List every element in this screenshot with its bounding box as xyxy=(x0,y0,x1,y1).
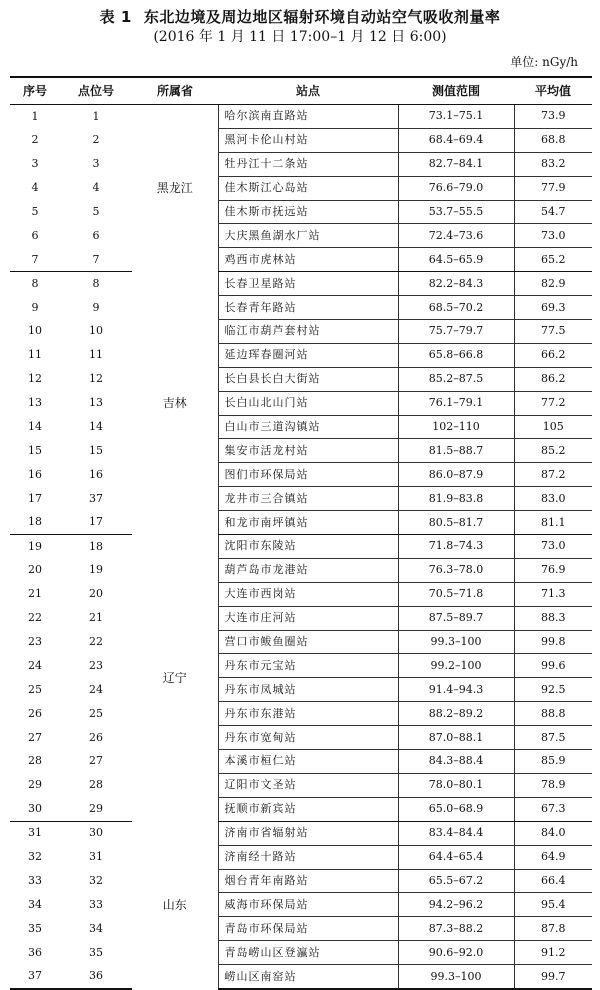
cell-point: 12 xyxy=(89,372,103,386)
cell-station: 大庆黑鱼湖水厂站 xyxy=(218,224,398,248)
cell-point: 17 xyxy=(60,511,132,535)
table-row xyxy=(10,702,592,726)
cell-avg: 85.2 xyxy=(514,439,592,463)
cell-seq: 13 xyxy=(28,396,42,410)
table-row xyxy=(10,200,592,224)
cell-station: 长春青年路站 xyxy=(218,296,398,320)
cell-avg: 69.3 xyxy=(514,296,592,320)
cell-point: 2 xyxy=(92,133,100,147)
cell-seq: 8 xyxy=(31,276,39,290)
cell-avg: 65.2 xyxy=(514,248,592,272)
cell-avg: 71.3 xyxy=(514,582,592,606)
cell-point: 32 xyxy=(89,873,103,887)
cell-range: 94.2–96.2 xyxy=(398,893,514,917)
cell-station: 营口市鲅鱼圈站 xyxy=(218,630,398,654)
cell-point: 25 xyxy=(89,706,103,720)
cell-range: 99.2–100 xyxy=(398,654,514,678)
cell-avg: 91.2 xyxy=(514,941,592,965)
cell-seq: 27 xyxy=(28,730,42,744)
cell-range: 75.7–79.7 xyxy=(398,320,514,344)
cell-point: 9 xyxy=(92,300,100,314)
cell-avg: 81.1 xyxy=(514,511,592,535)
cell-point: 14 xyxy=(89,420,103,434)
table-title xyxy=(0,8,600,26)
cell-range: 99.3–100 xyxy=(398,630,514,654)
table-row xyxy=(10,272,592,296)
cell-seq: 23 xyxy=(28,635,42,649)
cell-station: 本溪市桓仁站 xyxy=(218,750,398,774)
cell-seq: 5 xyxy=(31,205,39,218)
cell-point: 11 xyxy=(89,348,103,362)
cell-range: 86.0–87.9 xyxy=(398,463,514,487)
unit-label: 单位: nGy/h xyxy=(510,55,578,69)
cell-range: 87.5–89.7 xyxy=(398,606,514,630)
cell-station: 白山市三道沟镇站 xyxy=(218,415,398,439)
cell-station: 青岛市环保局站 xyxy=(218,917,398,941)
cell-seq: 30 xyxy=(10,797,60,821)
table-row xyxy=(10,917,592,941)
cell-seq: 35 xyxy=(28,921,42,935)
cell-province: 山东 xyxy=(162,898,187,913)
cell-seq: 31 xyxy=(28,826,42,840)
table-row xyxy=(10,105,592,129)
cell-point: 27 xyxy=(89,754,103,768)
table-number: 表 1 xyxy=(99,8,132,26)
cell-point: 23 xyxy=(89,658,103,672)
cell-range: 64.4–65.4 xyxy=(398,845,514,869)
cell-station: 丹东市宽甸站 xyxy=(218,726,398,750)
table-row xyxy=(10,128,592,152)
cell-range: 73.1–75.1 xyxy=(398,105,514,129)
cell-station: 鸡西市虎林站 xyxy=(218,248,398,272)
cell-station: 长白山北山门站 xyxy=(218,391,398,415)
table-row xyxy=(10,320,592,344)
table-row xyxy=(10,415,592,439)
cell-range: 84.3–88.4 xyxy=(398,750,514,774)
cell-range: 85.2–87.5 xyxy=(398,367,514,391)
table-row xyxy=(10,439,592,463)
cell-station: 龙井市三合镇站 xyxy=(218,487,398,511)
cell-seq: 10 xyxy=(28,324,42,338)
cell-station: 济南经十路站 xyxy=(218,845,398,869)
table-row xyxy=(10,941,592,965)
table-body xyxy=(10,105,592,989)
cell-range: 80.5–81.7 xyxy=(398,511,514,535)
cell-avg: 83.0 xyxy=(514,487,592,511)
table-row xyxy=(10,845,592,869)
cell-station: 哈尔滨南直路站 xyxy=(218,105,398,129)
cell-range: 81.5–88.7 xyxy=(398,439,514,463)
cell-seq: 16 xyxy=(28,467,42,481)
table-row xyxy=(10,869,592,893)
cell-seq: 28 xyxy=(28,754,42,768)
header-seq: 序号 xyxy=(10,77,60,105)
cell-station: 大连市西岗站 xyxy=(218,582,398,606)
cell-range: 65.0–68.9 xyxy=(398,797,514,821)
cell-avg: 99.6 xyxy=(514,654,592,678)
table-title-text: 东北边境及周边地区辐射环境自动站空气吸收剂量率 xyxy=(143,8,501,26)
cell-range: 65.5–67.2 xyxy=(398,869,514,893)
cell-range: 78.0–80.1 xyxy=(398,773,514,797)
cell-station: 黑河卡伦山村站 xyxy=(218,128,398,152)
cell-province: 黑龙江 xyxy=(156,181,193,196)
cell-point: 33 xyxy=(89,897,103,911)
table-row xyxy=(10,152,592,176)
cell-station: 集安市活龙村站 xyxy=(218,439,398,463)
cell-avg: 66.2 xyxy=(514,343,592,367)
cell-range: 91.4–94.3 xyxy=(398,678,514,702)
cell-avg: 78.9 xyxy=(514,773,592,797)
cell-seq: 20 xyxy=(28,563,42,577)
cell-point: 18 xyxy=(89,539,103,553)
cell-seq: 1 xyxy=(31,109,39,123)
cell-avg: 77.5 xyxy=(514,320,592,344)
cell-avg: 82.9 xyxy=(514,272,592,296)
cell-station: 抚顺市新宾站 xyxy=(218,797,398,821)
cell-avg: 87.2 xyxy=(514,463,592,487)
cell-range: 68.5–70.2 xyxy=(398,296,514,320)
cell-avg: 76.9 xyxy=(514,558,592,582)
cell-point: 4 xyxy=(92,181,100,195)
cell-station: 长春卫星路站 xyxy=(218,272,398,296)
table-row xyxy=(10,678,592,702)
cell-station: 葫芦岛市龙港站 xyxy=(218,558,398,582)
header-row xyxy=(10,77,592,105)
table-row xyxy=(10,558,592,582)
cell-seq: 21 xyxy=(28,587,42,601)
cell-point: 6 xyxy=(92,228,100,242)
cell-station: 图们市环保局站 xyxy=(218,463,398,487)
table-row xyxy=(10,487,592,511)
cell-station: 济南市省辐射站 xyxy=(218,821,398,845)
cell-range: 72.4–73.6 xyxy=(398,224,514,248)
cell-avg: 87.8 xyxy=(514,917,592,941)
cell-point: 34 xyxy=(89,921,103,935)
cell-avg: 64.9 xyxy=(514,845,592,869)
cell-seq: 19 xyxy=(28,539,42,553)
cell-point: 29 xyxy=(60,797,132,821)
cell-seq: 24 xyxy=(28,658,42,672)
cell-avg: 99.8 xyxy=(514,630,592,654)
cell-point: 28 xyxy=(89,778,103,792)
cell-seq: 14 xyxy=(28,420,42,434)
cell-range: 81.9–83.8 xyxy=(398,487,514,511)
cell-avg: 99.7 xyxy=(514,965,592,989)
cell-station: 崂山区南窑站 xyxy=(218,965,398,989)
cell-seq: 3 xyxy=(31,157,39,171)
table-row xyxy=(10,726,592,750)
cell-seq: 29 xyxy=(28,778,42,792)
table-row xyxy=(10,654,592,678)
cell-range: 87.3–88.2 xyxy=(398,917,514,941)
cell-seq: 17 xyxy=(28,491,42,505)
cell-range: 71.8–74.3 xyxy=(398,535,514,559)
table-row xyxy=(10,296,592,320)
cell-avg: 54.7 xyxy=(514,200,592,224)
cell-avg: 83.2 xyxy=(514,152,592,176)
table-row xyxy=(10,797,592,821)
cell-range: 76.6–79.0 xyxy=(398,176,514,200)
table-row xyxy=(10,773,592,797)
cell-station: 青岛崂山区登瀛站 xyxy=(218,941,398,965)
cell-avg: 88.8 xyxy=(514,702,592,726)
cell-seq: 7 xyxy=(10,248,60,272)
cell-range: 65.8–66.8 xyxy=(398,343,514,367)
cell-range: 53.7–55.5 xyxy=(398,200,514,224)
table-row xyxy=(10,511,592,535)
cell-point: 20 xyxy=(89,587,103,601)
cell-point: 36 xyxy=(60,965,132,989)
cell-seq: 4 xyxy=(31,181,39,195)
header-avg: 平均值 xyxy=(514,77,592,105)
cell-avg: 66.4 xyxy=(514,869,592,893)
cell-point: 30 xyxy=(89,826,103,840)
cell-point: 5 xyxy=(92,205,100,218)
table-row xyxy=(10,630,592,654)
cell-avg: 73.9 xyxy=(514,105,592,129)
cell-station: 和龙市南坪镇站 xyxy=(218,511,398,535)
cell-province: 辽宁 xyxy=(162,670,187,685)
cell-seq: 15 xyxy=(28,443,42,457)
cell-seq: 26 xyxy=(28,706,42,720)
cell-seq: 36 xyxy=(28,945,42,959)
cell-range: 102–110 xyxy=(398,415,514,439)
table-row xyxy=(10,224,592,248)
cell-point: 24 xyxy=(89,682,103,696)
cell-point: 13 xyxy=(89,396,103,410)
cell-range: 70.5–71.8 xyxy=(398,582,514,606)
cell-point: 26 xyxy=(89,730,103,744)
header-station: 站点 xyxy=(218,77,398,105)
cell-avg: 95.4 xyxy=(514,893,592,917)
cell-station: 牡丹江十二条站 xyxy=(218,152,398,176)
cell-seq: 25 xyxy=(28,682,42,696)
table-row xyxy=(10,582,592,606)
cell-seq: 18 xyxy=(10,511,60,535)
cell-station: 沈阳市东陵站 xyxy=(218,535,398,559)
table-row xyxy=(10,367,592,391)
cell-avg: 92.5 xyxy=(514,678,592,702)
header-range: 测值范围 xyxy=(398,77,514,105)
table-row xyxy=(10,535,592,559)
table-row xyxy=(10,391,592,415)
table-row xyxy=(10,248,592,272)
cell-station: 大连市庄河站 xyxy=(218,606,398,630)
cell-province: 吉林 xyxy=(162,396,187,411)
cell-point: 3 xyxy=(92,157,100,171)
table-row xyxy=(10,606,592,630)
cell-avg: 105 xyxy=(514,415,592,439)
cell-point: 8 xyxy=(92,276,100,290)
cell-station: 临江市葫芦套村站 xyxy=(218,320,398,344)
cell-seq: 22 xyxy=(28,611,42,625)
cell-point: 1 xyxy=(92,109,100,123)
cell-seq: 32 xyxy=(28,850,42,864)
cell-station: 延边珲春圈河站 xyxy=(218,343,398,367)
table-row xyxy=(10,750,592,774)
cell-point: 16 xyxy=(89,467,103,481)
table-row xyxy=(10,176,592,200)
cell-avg: 86.2 xyxy=(514,367,592,391)
table-row xyxy=(10,893,592,917)
cell-avg: 85.9 xyxy=(514,750,592,774)
cell-range: 82.7–84.1 xyxy=(398,152,514,176)
cell-point: 10 xyxy=(89,324,103,338)
cell-seq: 2 xyxy=(31,133,39,147)
cell-avg: 84.0 xyxy=(514,821,592,845)
cell-point: 22 xyxy=(89,635,103,649)
cell-seq: 34 xyxy=(28,897,42,911)
dose-rate-table xyxy=(10,76,592,990)
cell-seq: 11 xyxy=(28,348,42,362)
cell-point: 21 xyxy=(89,611,103,625)
cell-station: 丹东市东港站 xyxy=(218,702,398,726)
cell-point: 35 xyxy=(89,945,103,959)
cell-seq: 9 xyxy=(31,300,39,314)
cell-seq: 33 xyxy=(28,873,42,887)
cell-seq: 37 xyxy=(10,965,60,989)
cell-seq: 12 xyxy=(28,372,42,386)
cell-point: 15 xyxy=(89,443,103,457)
cell-avg: 88.3 xyxy=(514,606,592,630)
cell-range: 83.4–84.4 xyxy=(398,821,514,845)
cell-avg: 73.0 xyxy=(514,535,592,559)
cell-range: 82.2–84.3 xyxy=(398,272,514,296)
cell-avg: 87.5 xyxy=(514,726,592,750)
cell-range: 90.6–92.0 xyxy=(398,941,514,965)
cell-station: 辽阳市文圣站 xyxy=(218,773,398,797)
cell-station: 丹东市凤城站 xyxy=(218,678,398,702)
cell-range: 88.2–89.2 xyxy=(398,702,514,726)
table-row xyxy=(10,965,592,989)
table-row xyxy=(10,343,592,367)
cell-station: 威海市环保局站 xyxy=(218,893,398,917)
cell-range: 76.3–78.0 xyxy=(398,558,514,582)
table-subtitle: (2016 年 1 月 11 日 17:00–1 月 12 日 6:00) xyxy=(153,29,447,45)
cell-avg: 73.0 xyxy=(514,224,592,248)
header-point: 点位号 xyxy=(60,77,132,105)
cell-avg: 67.3 xyxy=(514,797,592,821)
cell-station: 长白县长白大街站 xyxy=(218,367,398,391)
table-row xyxy=(10,821,592,845)
cell-range: 68.4–69.4 xyxy=(398,128,514,152)
cell-avg: 77.9 xyxy=(514,176,592,200)
cell-avg: 77.2 xyxy=(514,391,592,415)
cell-station: 丹东市元宝站 xyxy=(218,654,398,678)
cell-avg: 68.8 xyxy=(514,128,592,152)
cell-seq: 6 xyxy=(31,228,39,242)
cell-range: 76.1–79.1 xyxy=(398,391,514,415)
cell-range: 87.0–88.1 xyxy=(398,726,514,750)
cell-range: 64.5–65.9 xyxy=(398,248,514,272)
cell-range: 99.3–100 xyxy=(398,965,514,989)
cell-station: 佳木斯市抚远站 xyxy=(218,200,398,224)
cell-station: 佳木斯江心岛站 xyxy=(218,176,398,200)
cell-point: 37 xyxy=(89,491,103,505)
cell-point: 31 xyxy=(89,850,103,864)
table-row xyxy=(10,463,592,487)
header-province: 所属省 xyxy=(132,77,218,105)
cell-point: 19 xyxy=(89,563,103,577)
cell-point: 7 xyxy=(60,248,132,272)
cell-station: 烟台青年南路站 xyxy=(218,869,398,893)
